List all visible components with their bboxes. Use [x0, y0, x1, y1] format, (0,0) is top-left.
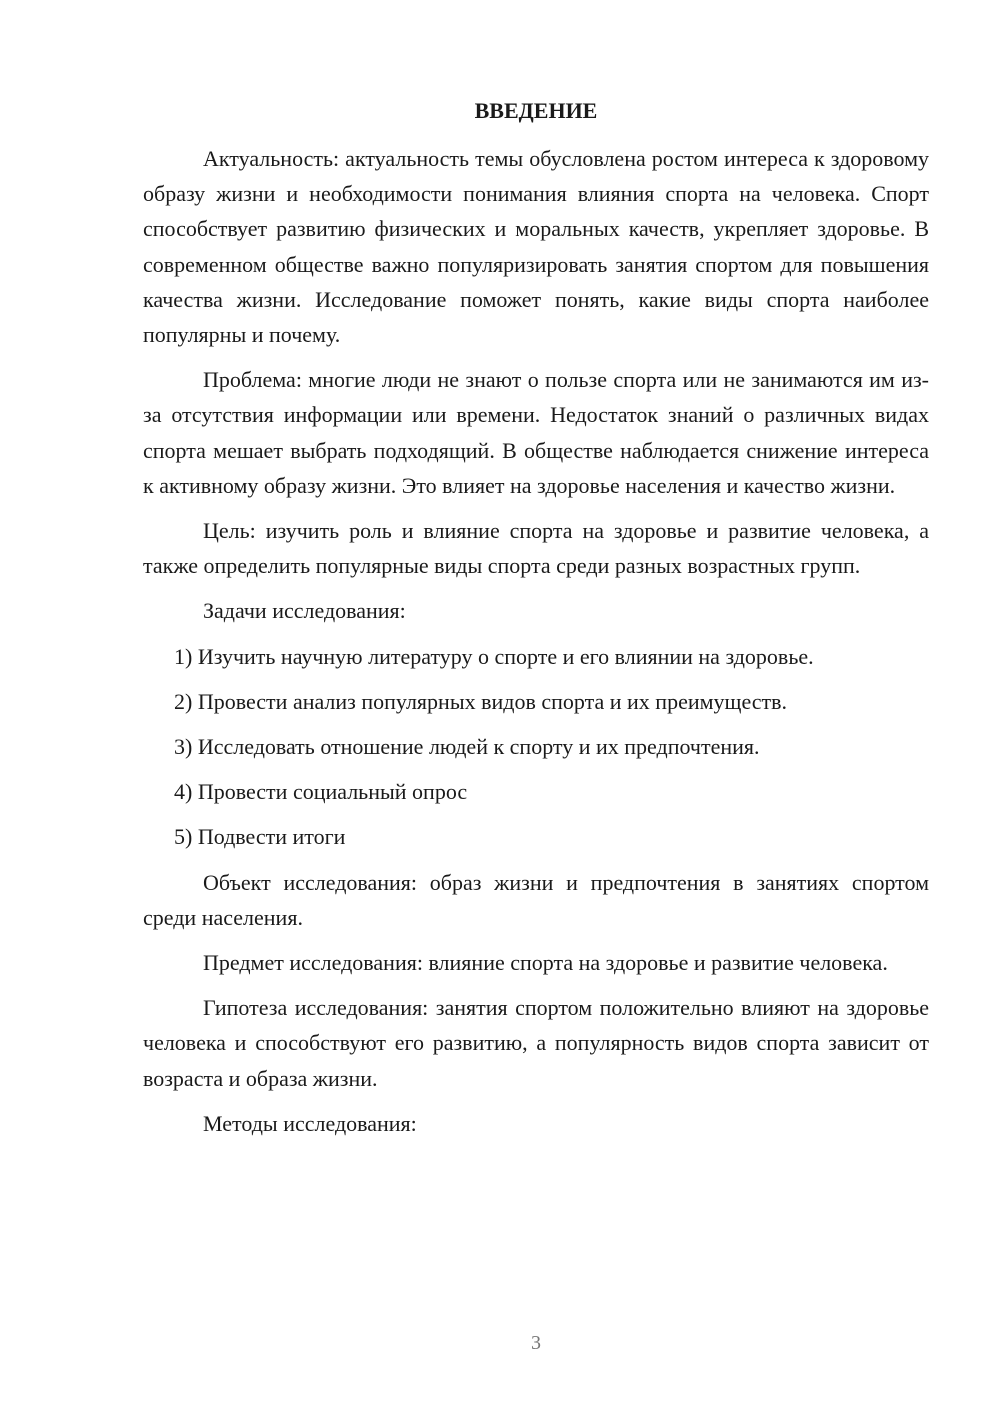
- hypothesis-paragraph: Гипотеза исследования: занятия спортом положительно влияют на здоровье человека и способствуют его развитию, а популярность видов спорта зависит от возраста и образа жизни.: [143, 995, 929, 1091]
- goal-paragraph: Цель: изучить роль и влияние спорта на здоровье и развитие человека, а также определить популярные виды спорта среди разных возрастных групп.: [143, 518, 929, 579]
- task-item-2: 2) Провести анализ популярных видов спорта и их преимуществ.: [174, 688, 788, 714]
- relevance-paragraph: Актуальность: актуальность темы обусловлена ростом интереса к здоровому образу жизни и необходимости понимания влияния спорта на человека. Спорт способствует развитию физических и моральных качеств, укрепляет здоровье. В современном обществе важно популяризировать занятия спортом для повышения качества жизни. Исследование поможет понять, какие виды спорта наиболее популярны и почему.: [143, 146, 929, 348]
- document-body: [143, 141, 929, 1151]
- tasks-heading: Задачи исследования:: [203, 598, 406, 624]
- page-number: 3: [531, 1332, 541, 1354]
- task-item-5: 5) Подвести итоги: [174, 824, 346, 850]
- subject-paragraph: Предмет исследования: влияние спорта на здоровье и развитие человека.: [203, 950, 888, 976]
- task-list: [143, 639, 929, 855]
- section-heading: ВВЕДЕНИЕ: [474, 98, 598, 123]
- task-item-1: 1) Изучить научную литературу о спорте и его влиянии на здоровье.: [174, 643, 814, 669]
- task-item-4: 4) Провести социальный опрос: [174, 779, 468, 805]
- object-paragraph: Объект исследования: образ жизни и предпочтения в занятиях спортом среди населения.: [143, 869, 929, 930]
- problem-paragraph: Проблема: многие люди не знают о пользе спорта или не занимаются им из-за отсутствия информации или времени. Недостаток знаний о различных видах спорта мешает выбрать подходящий. В обществе наблюдается снижение интереса к активному образу жизни. Это влияет на здоровье населения и качество жизни.: [143, 367, 929, 498]
- methods-paragraph: Методы исследования:: [203, 1110, 417, 1136]
- task-item-3: 3) Исследовать отношение людей к спорту и их предпочтения.: [174, 734, 760, 760]
